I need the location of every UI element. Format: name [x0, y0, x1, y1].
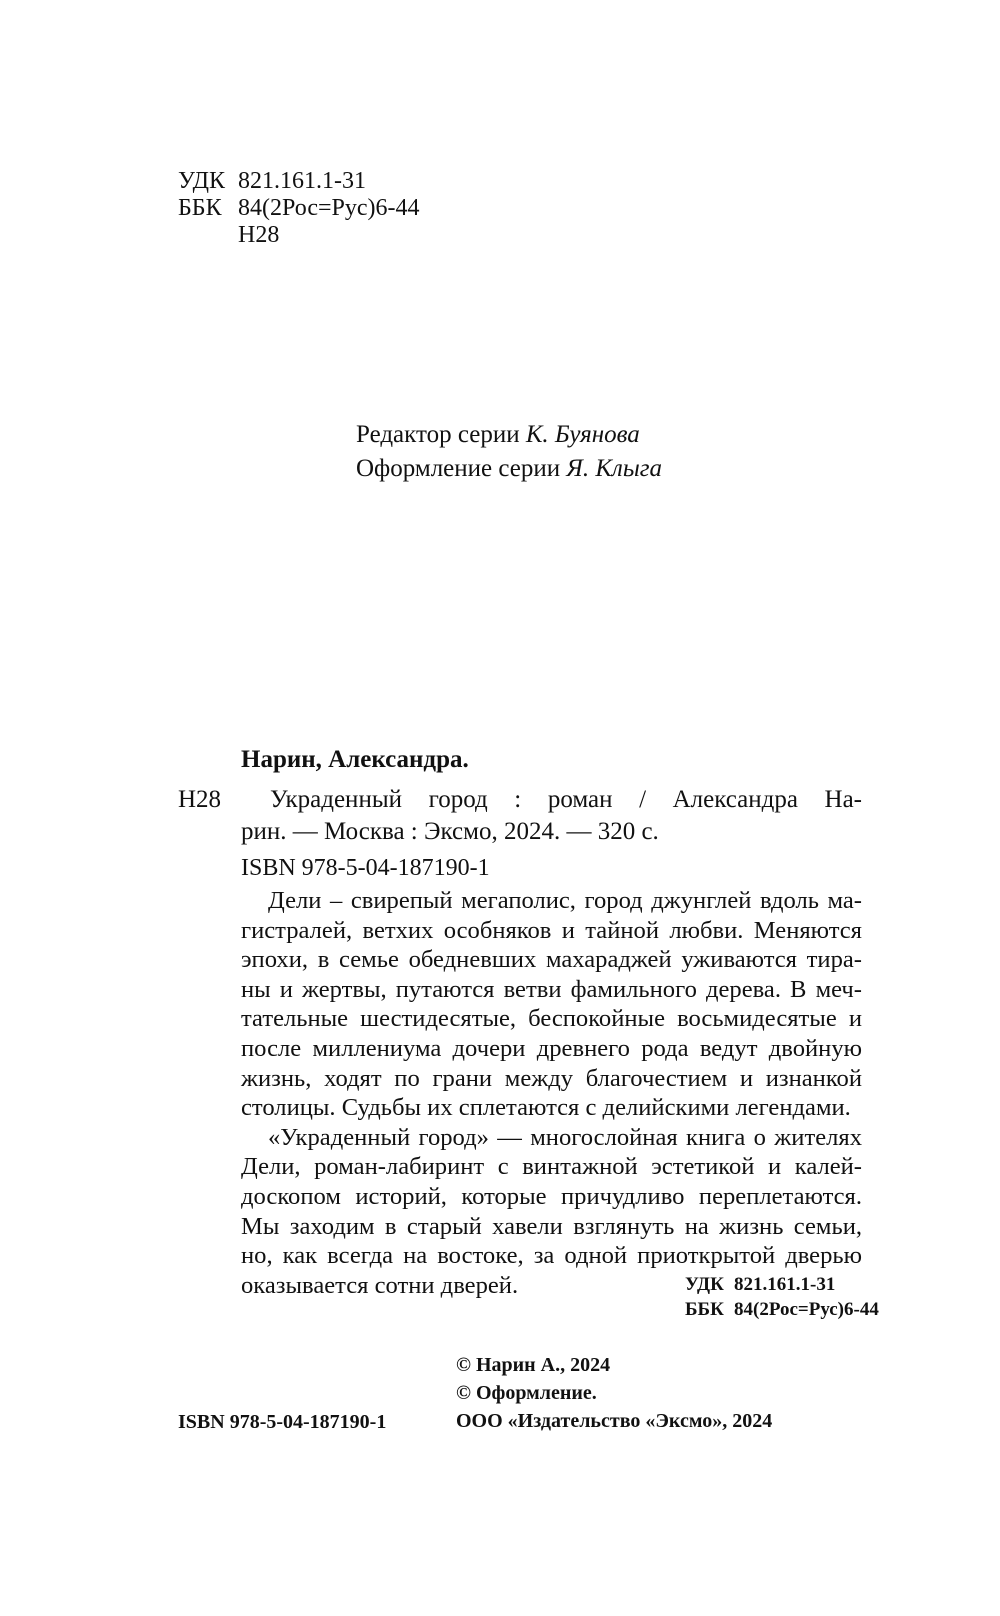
- bbk-row: [178, 195, 420, 222]
- isbn-bottom: ISBN 978-5-04-187190-1: [178, 1411, 387, 1433]
- copyright-block: [456, 1351, 772, 1435]
- abstract-line: эпохи, в семье обедневших махараджей уживаются тира-: [241, 946, 862, 974]
- abstract-line: Мы заходим в старый хавели взглянуть на жизнь семьи,: [241, 1212, 862, 1240]
- series-editor-line: [356, 418, 662, 452]
- series-design-line: [356, 452, 662, 486]
- author-heading: Нарин, Александра.: [241, 746, 469, 773]
- bottom-udk-label: УДК: [685, 1274, 724, 1295]
- bottom-bbk-label: ББК: [685, 1299, 724, 1320]
- series-design-label: Оформление серии: [356, 455, 561, 482]
- record-isbn: ISBN 978-5-04-187190-1: [241, 855, 490, 881]
- series-editor-label: Редактор серии: [356, 421, 520, 448]
- record-author-sign: Н28: [178, 786, 222, 813]
- bottom-udk-row: [685, 1272, 879, 1297]
- abstract-line: гистралей, ветхих особняков и тайной любви. Меняются: [241, 916, 862, 944]
- title-line-2: рин. — Москва : Эксмо, 2024. — 320 с.: [241, 818, 659, 845]
- bottom-bbk-row: [685, 1297, 879, 1322]
- abstract-line: ны и жертвы, путаются ветви фамильного дерева. В меч-: [241, 975, 862, 1003]
- series-design-name: Я. Клыга: [566, 455, 663, 482]
- top-classification-block: [178, 168, 420, 249]
- abstract-line: но, как всегда на востоке, за одной приоткрытой дверью: [241, 1242, 862, 1270]
- abstract-line: Дели, роман-лабиринт с винтажной эстетикой и калей-: [241, 1153, 862, 1181]
- abstract-line: жизнь, ходят по грани между благочестием и изнанкой: [241, 1064, 862, 1092]
- title-line-1: Украденный город : роман / Александра На-: [270, 786, 862, 813]
- udk-value: 821.161.1-31: [238, 168, 366, 194]
- udk-label: УДК: [178, 168, 225, 194]
- author-sign-row: [178, 222, 420, 249]
- abstract-line: после миллениума дочери древнего рода ведут двойную: [241, 1034, 862, 1062]
- abstract-line: доскопом историй, которые причудливо переплетаются.: [241, 1182, 862, 1210]
- series-editor-name: К. Буянова: [525, 421, 640, 448]
- author-sign: Н28: [238, 222, 280, 248]
- abstract: [241, 886, 862, 1300]
- series-credits: [356, 418, 662, 486]
- abstract-line: тательные шестидесятые, беспокойные восьмидесятые и: [241, 1005, 862, 1033]
- copyright-publisher: ООО «Издательство «Эксмо», 2024: [456, 1410, 773, 1432]
- abstract-line: «Украденный город» — многослойная книга о жителях: [268, 1123, 862, 1151]
- bottom-udk-value: 821.161.1-31: [734, 1274, 836, 1295]
- abstract-line: столицы. Судьбы их сплетаются с делийскими легендами.: [241, 1094, 851, 1122]
- copyright-author: © Нарин А., 2024: [456, 1354, 611, 1376]
- bbk-value: 84(2Рос=Рус)6-44: [238, 195, 420, 221]
- abstract-paragraph-1: [241, 886, 862, 1123]
- bbk-label: ББК: [178, 195, 222, 221]
- bottom-classification-block: [685, 1272, 879, 1322]
- abstract-line: оказывается сотни дверей.: [241, 1271, 519, 1299]
- abstract-line: Дели – свирепый мегаполис, город джунглей вдоль ма-: [268, 887, 862, 914]
- copyright-design: © Оформление.: [456, 1382, 597, 1404]
- bottom-bbk-value: 84(2Рос=Рус)6-44: [734, 1299, 879, 1320]
- udk-row: [178, 168, 420, 195]
